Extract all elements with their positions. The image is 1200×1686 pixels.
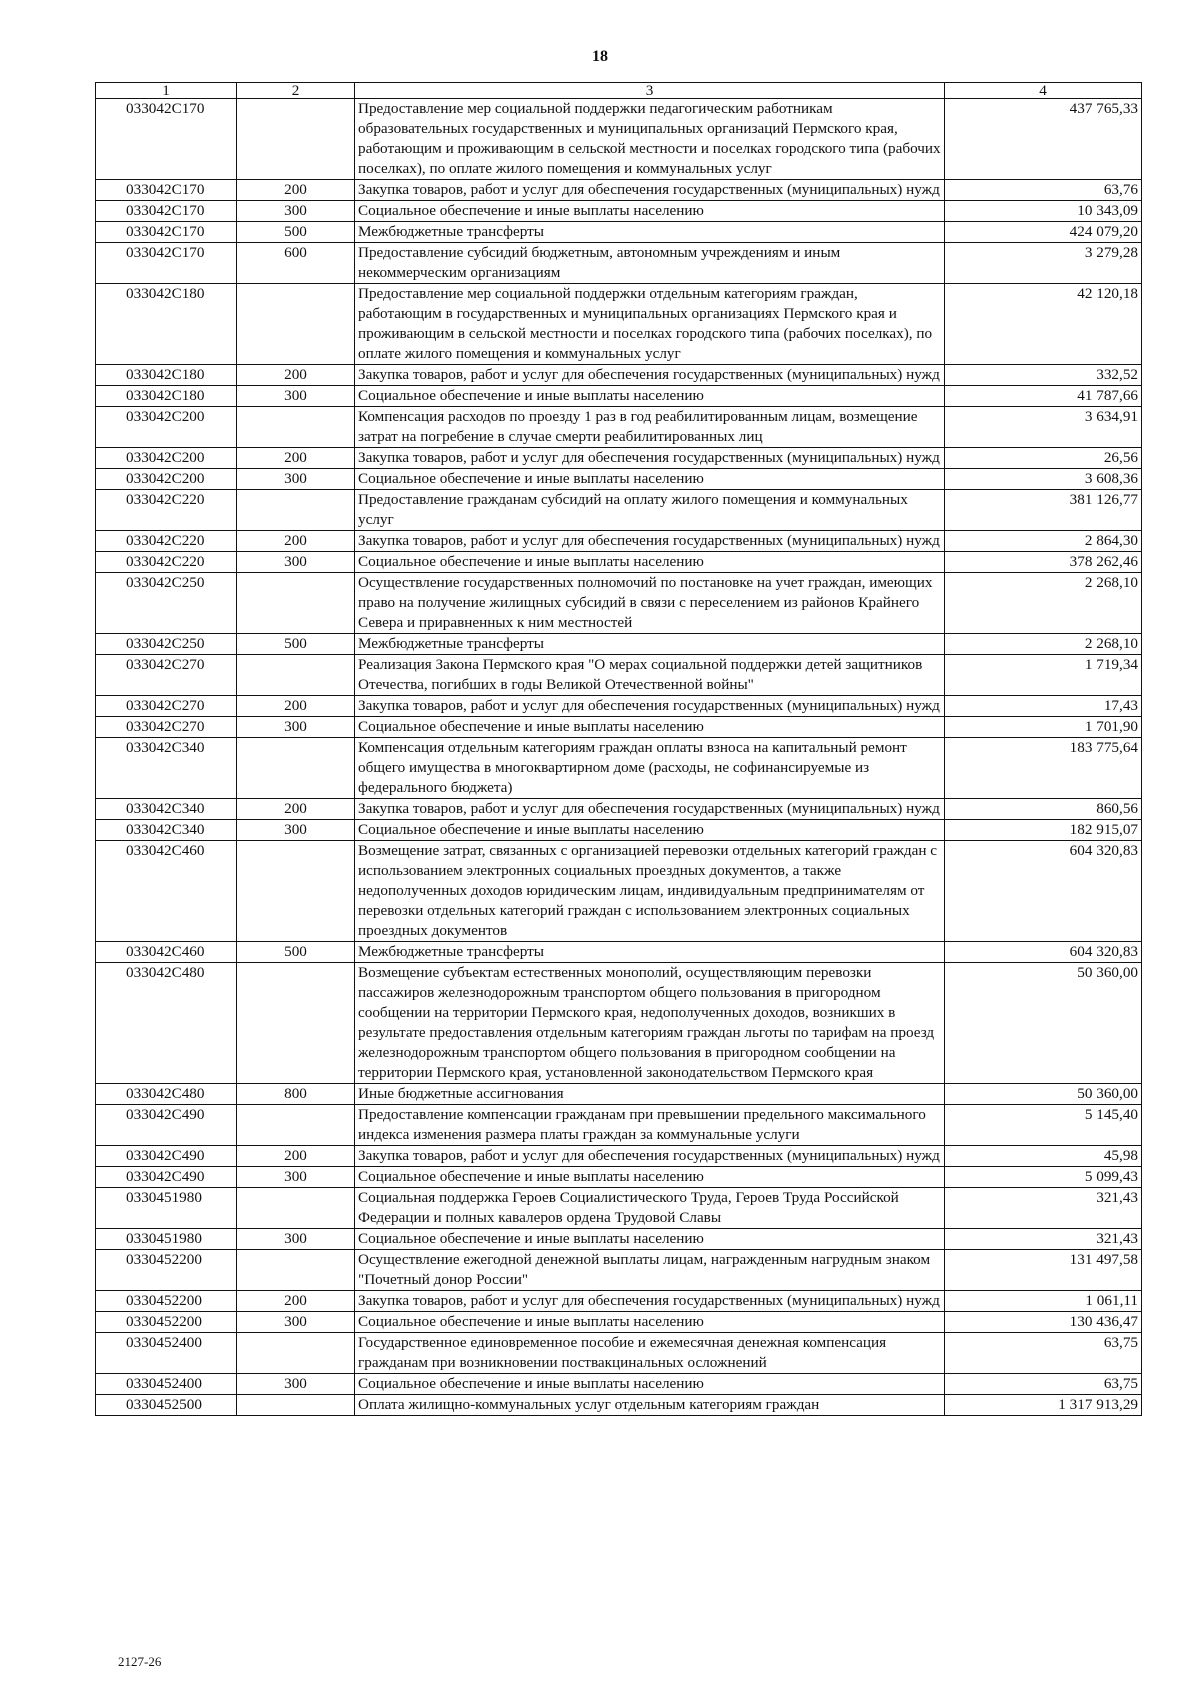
code-cell: 033042С340 xyxy=(96,738,237,799)
kvr-cell: 200 xyxy=(237,799,355,820)
table-row xyxy=(96,573,1142,634)
table-row xyxy=(96,386,1142,407)
kvr-cell xyxy=(237,1250,355,1291)
kvr-cell: 600 xyxy=(237,243,355,284)
kvr-cell: 300 xyxy=(237,469,355,490)
description-cell: Социальное обеспечение и иные выплаты населению xyxy=(355,552,945,573)
description-cell: Возмещение затрат, связанных с организацией перевозки отдельных категорий граждан с использованием электронных социальных проездных документов, а также недополученных доходов юридическим лицам, индивидуальным предпринимателям от перевозки отдельных категорий граждан с использованием электронных социальных проездных документов xyxy=(355,841,945,942)
amount-cell: 130 436,47 xyxy=(945,1312,1142,1333)
kvr-cell xyxy=(237,573,355,634)
table-row xyxy=(96,634,1142,655)
code-cell: 033042С490 xyxy=(96,1105,237,1146)
amount-cell: 5 145,40 xyxy=(945,1105,1142,1146)
description-cell: Закупка товаров, работ и услуг для обеспечения государственных (муниципальных) нужд xyxy=(355,448,945,469)
table-row xyxy=(96,738,1142,799)
amount-cell: 5 099,43 xyxy=(945,1167,1142,1188)
table-body xyxy=(96,99,1142,1416)
amount-cell: 378 262,46 xyxy=(945,552,1142,573)
kvr-cell xyxy=(237,841,355,942)
document-footer-code: 2127-26 xyxy=(118,1654,162,1669)
description-cell: Предоставление мер социальной поддержки отдельным категориям граждан, работающим в государственных и муниципальных организациях Пермского края и проживающим в сельской местности и поселках городского типа (рабочих поселках), по оплате жилого помещения и коммунальных услуг xyxy=(355,284,945,365)
column-header-3: 3 xyxy=(355,83,945,99)
kvr-cell: 200 xyxy=(237,180,355,201)
description-cell: Предоставление гражданам субсидий на оплату жилого помещения и коммунальных услуг xyxy=(355,490,945,531)
description-cell: Государственное единовременное пособие и ежемесячная денежная компенсация гражданам при возникновении поствакцинальных осложнений xyxy=(355,1333,945,1374)
code-cell: 0330452200 xyxy=(96,1312,237,1333)
table-row xyxy=(96,799,1142,820)
table-row xyxy=(96,1374,1142,1395)
amount-cell: 3 279,28 xyxy=(945,243,1142,284)
code-cell: 033042С460 xyxy=(96,841,237,942)
description-cell: Социальное обеспечение и иные выплаты населению xyxy=(355,820,945,841)
table-row xyxy=(96,448,1142,469)
code-cell: 033042С270 xyxy=(96,717,237,738)
table-row xyxy=(96,243,1142,284)
table-row xyxy=(96,1229,1142,1250)
code-cell: 033042С200 xyxy=(96,407,237,448)
code-cell: 033042С340 xyxy=(96,799,237,820)
kvr-cell: 200 xyxy=(237,696,355,717)
description-cell: Предоставление мер социальной поддержки педагогическим работникам образовательных государственных и муниципальных организаций Пермского края, работающим и проживающим в сельской местности и поселках городского типа (рабочих поселках), по оплате жилого помещения и коммунальных услуг xyxy=(355,99,945,180)
description-cell: Социальная поддержка Героев Социалистического Труда, Героев Труда Российской Федерации и полных кавалеров ордена Трудовой Славы xyxy=(355,1188,945,1229)
description-cell: Закупка товаров, работ и услуг для обеспечения государственных (муниципальных) нужд xyxy=(355,1291,945,1312)
amount-cell: 26,56 xyxy=(945,448,1142,469)
description-cell: Иные бюджетные ассигнования xyxy=(355,1084,945,1105)
column-header-4: 4 xyxy=(945,83,1142,99)
description-cell: Межбюджетные трансферты xyxy=(355,634,945,655)
table-row xyxy=(96,99,1142,180)
amount-cell: 63,75 xyxy=(945,1374,1142,1395)
kvr-cell: 300 xyxy=(237,1312,355,1333)
kvr-cell xyxy=(237,1333,355,1374)
code-cell: 033042С270 xyxy=(96,655,237,696)
amount-cell: 2 268,10 xyxy=(945,634,1142,655)
code-cell: 0330451980 xyxy=(96,1229,237,1250)
table-row xyxy=(96,180,1142,201)
kvr-cell xyxy=(237,407,355,448)
code-cell: 033042С250 xyxy=(96,634,237,655)
code-cell: 0330452200 xyxy=(96,1291,237,1312)
amount-cell: 381 126,77 xyxy=(945,490,1142,531)
code-cell: 033042С270 xyxy=(96,696,237,717)
amount-cell: 321,43 xyxy=(945,1188,1142,1229)
table-row xyxy=(96,655,1142,696)
kvr-cell xyxy=(237,99,355,180)
amount-cell: 2 864,30 xyxy=(945,531,1142,552)
amount-cell: 41 787,66 xyxy=(945,386,1142,407)
description-cell: Социальное обеспечение и иные выплаты населению xyxy=(355,1167,945,1188)
kvr-cell xyxy=(237,655,355,696)
kvr-cell xyxy=(237,963,355,1084)
kvr-cell: 200 xyxy=(237,448,355,469)
table-row xyxy=(96,1146,1142,1167)
description-cell: Осуществление ежегодной денежной выплаты лицам, награжденным нагрудным знаком "Почетный донор России" xyxy=(355,1250,945,1291)
table-row xyxy=(96,820,1142,841)
table-row xyxy=(96,841,1142,942)
budget-table xyxy=(95,82,1142,1416)
code-cell: 033042С180 xyxy=(96,365,237,386)
table-row xyxy=(96,717,1142,738)
table-row xyxy=(96,1105,1142,1146)
table-row xyxy=(96,222,1142,243)
description-cell: Закупка товаров, работ и услуг для обеспечения государственных (муниципальных) нужд xyxy=(355,365,945,386)
table-row xyxy=(96,531,1142,552)
table-row xyxy=(96,552,1142,573)
amount-cell: 1 701,90 xyxy=(945,717,1142,738)
amount-cell: 182 915,07 xyxy=(945,820,1142,841)
code-cell: 033042С220 xyxy=(96,490,237,531)
description-cell: Закупка товаров, работ и услуг для обеспечения государственных (муниципальных) нужд xyxy=(355,1146,945,1167)
kvr-cell: 500 xyxy=(237,634,355,655)
code-cell: 033042С180 xyxy=(96,284,237,365)
amount-cell: 424 079,20 xyxy=(945,222,1142,243)
description-cell: Социальное обеспечение и иные выплаты населению xyxy=(355,1229,945,1250)
amount-cell: 2 268,10 xyxy=(945,573,1142,634)
description-cell: Возмещение субъектам естественных монополий, осуществляющим перевозки пассажиров железнодорожным транспортом общего пользования в пригородном сообщении на территории Пермского края, недополученных доходов, возникших в результате предоставления отдельным категориям граждан льготы по тарифам на проезд железнодорожным транспортом общего пользования в пригородном сообщении на территории Пермского края, установленной законодательством Пермского края xyxy=(355,963,945,1084)
description-cell: Социальное обеспечение и иные выплаты населению xyxy=(355,201,945,222)
kvr-cell: 200 xyxy=(237,531,355,552)
kvr-cell: 200 xyxy=(237,1146,355,1167)
amount-cell: 63,76 xyxy=(945,180,1142,201)
table-row xyxy=(96,284,1142,365)
code-cell: 033042С170 xyxy=(96,99,237,180)
kvr-cell xyxy=(237,1395,355,1416)
kvr-cell: 300 xyxy=(237,717,355,738)
table-row xyxy=(96,1333,1142,1374)
kvr-cell xyxy=(237,490,355,531)
kvr-cell: 300 xyxy=(237,1167,355,1188)
table-row xyxy=(96,365,1142,386)
table-row xyxy=(96,201,1142,222)
amount-cell: 131 497,58 xyxy=(945,1250,1142,1291)
kvr-cell xyxy=(237,1105,355,1146)
description-cell: Межбюджетные трансферты xyxy=(355,222,945,243)
description-cell: Социальное обеспечение и иные выплаты населению xyxy=(355,386,945,407)
code-cell: 033042С480 xyxy=(96,1084,237,1105)
table-header-row xyxy=(96,83,1142,99)
kvr-cell: 300 xyxy=(237,1229,355,1250)
kvr-cell xyxy=(237,284,355,365)
table-row xyxy=(96,1250,1142,1291)
code-cell: 0330451980 xyxy=(96,1188,237,1229)
table-row xyxy=(96,1395,1142,1416)
code-cell: 033042С340 xyxy=(96,820,237,841)
amount-cell: 3 634,91 xyxy=(945,407,1142,448)
description-cell: Компенсация расходов по проезду 1 раз в год реабилитированным лицам, возмещение затрат на погребение в случае смерти реабилитированных лиц xyxy=(355,407,945,448)
description-cell: Оплата жилищно-коммунальных услуг отдельным категориям граждан xyxy=(355,1395,945,1416)
kvr-cell: 800 xyxy=(237,1084,355,1105)
amount-cell: 860,56 xyxy=(945,799,1142,820)
amount-cell: 332,52 xyxy=(945,365,1142,386)
description-cell: Предоставление компенсации гражданам при превышении предельного максимального индекса изменения размера платы граждан за коммунальные услуги xyxy=(355,1105,945,1146)
amount-cell: 42 120,18 xyxy=(945,284,1142,365)
kvr-cell: 500 xyxy=(237,222,355,243)
amount-cell: 50 360,00 xyxy=(945,1084,1142,1105)
description-cell: Предоставление субсидий бюджетным, автономным учреждениям и иным некоммерческим организациям xyxy=(355,243,945,284)
table-row xyxy=(96,963,1142,1084)
kvr-cell: 500 xyxy=(237,942,355,963)
description-cell: Социальное обеспечение и иные выплаты населению xyxy=(355,717,945,738)
kvr-cell: 300 xyxy=(237,820,355,841)
kvr-cell xyxy=(237,738,355,799)
code-cell: 033042С170 xyxy=(96,222,237,243)
amount-cell: 1 317 913,29 xyxy=(945,1395,1142,1416)
amount-cell: 63,75 xyxy=(945,1333,1142,1374)
table-row xyxy=(96,1291,1142,1312)
code-cell: 033042С250 xyxy=(96,573,237,634)
amount-cell: 437 765,33 xyxy=(945,99,1142,180)
code-cell: 0330452200 xyxy=(96,1250,237,1291)
description-cell: Закупка товаров, работ и услуг для обеспечения государственных (муниципальных) нужд xyxy=(355,696,945,717)
kvr-cell: 300 xyxy=(237,386,355,407)
amount-cell: 183 775,64 xyxy=(945,738,1142,799)
table-row xyxy=(96,407,1142,448)
amount-cell: 50 360,00 xyxy=(945,963,1142,1084)
code-cell: 033042С490 xyxy=(96,1146,237,1167)
kvr-cell: 200 xyxy=(237,365,355,386)
code-cell: 033042С170 xyxy=(96,243,237,284)
kvr-cell: 300 xyxy=(237,552,355,573)
kvr-cell: 300 xyxy=(237,1374,355,1395)
description-cell: Социальное обеспечение и иные выплаты населению xyxy=(355,1312,945,1333)
table-row xyxy=(96,490,1142,531)
amount-cell: 1 719,34 xyxy=(945,655,1142,696)
code-cell: 0330452500 xyxy=(96,1395,237,1416)
amount-cell: 604 320,83 xyxy=(945,942,1142,963)
code-cell: 033042С200 xyxy=(96,469,237,490)
column-header-2: 2 xyxy=(237,83,355,99)
table-row xyxy=(96,1167,1142,1188)
budget-table-container xyxy=(95,82,1141,1416)
description-cell: Компенсация отдельным категориям граждан оплаты взноса на капитальный ремонт общего имущества в многоквартирном доме (расходы, не софинансируемые из федерального бюджета) xyxy=(355,738,945,799)
description-cell: Реализация Закона Пермского края "О мерах социальной поддержки детей защитников Отечества, погибших в годы Великой Отечественной войны" xyxy=(355,655,945,696)
description-cell: Социальное обеспечение и иные выплаты населению xyxy=(355,1374,945,1395)
code-cell: 033042С200 xyxy=(96,448,237,469)
code-cell: 033042С220 xyxy=(96,552,237,573)
code-cell: 033042С490 xyxy=(96,1167,237,1188)
code-cell: 033042С220 xyxy=(96,531,237,552)
description-cell: Социальное обеспечение и иные выплаты населению xyxy=(355,469,945,490)
amount-cell: 17,43 xyxy=(945,696,1142,717)
description-cell: Межбюджетные трансферты xyxy=(355,942,945,963)
code-cell: 033042С460 xyxy=(96,942,237,963)
table-row xyxy=(96,1312,1142,1333)
kvr-cell: 200 xyxy=(237,1291,355,1312)
amount-cell: 45,98 xyxy=(945,1146,1142,1167)
description-cell: Осуществление государственных полномочий по постановке на учет граждан, имеющих право на получение жилищных субсидий в связи с переселением из районов Крайнего Севера и приравненных к ним местностей xyxy=(355,573,945,634)
kvr-cell: 300 xyxy=(237,201,355,222)
code-cell: 033042С480 xyxy=(96,963,237,1084)
kvr-cell xyxy=(237,1188,355,1229)
amount-cell: 604 320,83 xyxy=(945,841,1142,942)
code-cell: 0330452400 xyxy=(96,1374,237,1395)
description-cell: Закупка товаров, работ и услуг для обеспечения государственных (муниципальных) нужд xyxy=(355,180,945,201)
table-row xyxy=(96,469,1142,490)
amount-cell: 3 608,36 xyxy=(945,469,1142,490)
column-header-1: 1 xyxy=(96,83,237,99)
code-cell: 033042С180 xyxy=(96,386,237,407)
table-row xyxy=(96,942,1142,963)
amount-cell: 1 061,11 xyxy=(945,1291,1142,1312)
table-row xyxy=(96,1084,1142,1105)
description-cell: Закупка товаров, работ и услуг для обеспечения государственных (муниципальных) нужд xyxy=(355,799,945,820)
amount-cell: 321,43 xyxy=(945,1229,1142,1250)
table-row xyxy=(96,1188,1142,1229)
description-cell: Закупка товаров, работ и услуг для обеспечения государственных (муниципальных) нужд xyxy=(355,531,945,552)
code-cell: 033042С170 xyxy=(96,180,237,201)
code-cell: 033042С170 xyxy=(96,201,237,222)
code-cell: 0330452400 xyxy=(96,1333,237,1374)
table-row xyxy=(96,696,1142,717)
amount-cell: 10 343,09 xyxy=(945,201,1142,222)
page-number: 18 xyxy=(592,48,608,65)
